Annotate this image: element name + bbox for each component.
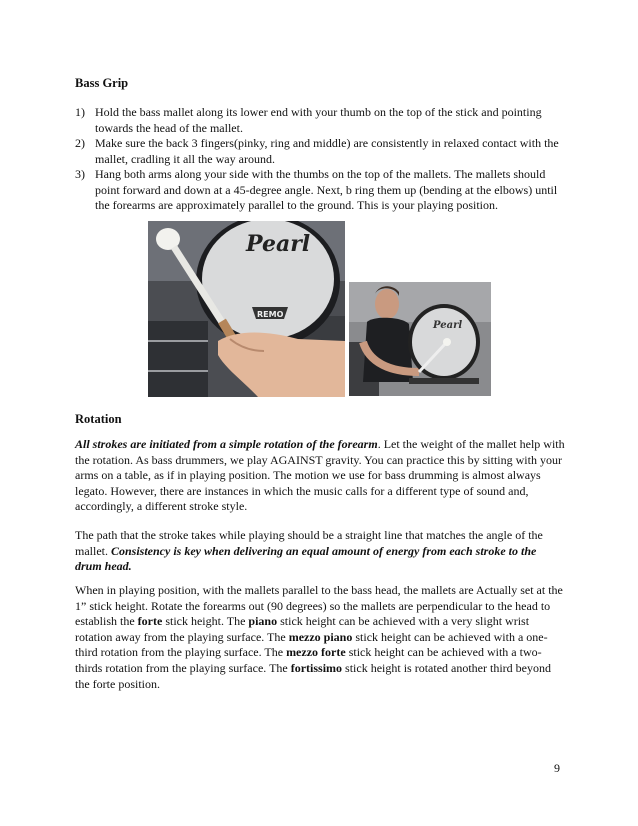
emphasis-text: Consistency is key when delivering an equal amount of energy from each stroke to the drum head. bbox=[75, 543, 537, 574]
dynamic-term: fortissimo bbox=[290, 660, 343, 675]
list-number: 3) bbox=[75, 167, 85, 181]
paragraph-text: . Let the weight of the mallet help with the rotation. As bass drummers, we play AGAINST gravity. You can practice this by sitting with your arms on a table, as if in playing position. The motion we use for bass drumming is almost always legato. However, there are instances in which the music calls for a different type of sound and, accordingly, a different stroke style. bbox=[75, 437, 565, 514]
dynamic-term: mezzo piano bbox=[288, 629, 353, 644]
dynamic-term: forte bbox=[137, 614, 163, 629]
list-text: Make sure the back 3 fingers(pinky, ring and middle) are consistently in relaxed contact with the mallet, cradling it all the way around. bbox=[95, 136, 559, 166]
paragraph-text: stick height is rotated another third beyond the forte position. bbox=[75, 660, 551, 691]
list-text: Hang both arms along your side with the thumbs on the top of the mallets. The mallets should point forward and down at a 45-degree angle. Next, b ring them up (bending at the elbows) until the forearms are approximately parallel to the ground. This is your playing position. bbox=[95, 167, 558, 212]
list-item bbox=[75, 136, 567, 167]
pearl-logo: Pearl bbox=[433, 320, 463, 331]
paragraph-text: When in playing position, with the mallets parallel to the bass head, the mallets are Actually set at the 1” stick height. Rotate the forearms out (90 degrees) so the mallets are perpendicular to the head to establish the bbox=[75, 583, 563, 629]
rotation-paragraph-1 bbox=[75, 437, 565, 515]
page-number: 9 bbox=[554, 761, 560, 775]
rotation-paragraph-3 bbox=[75, 583, 565, 692]
rotation-heading: Rotation bbox=[75, 412, 122, 426]
list-number: 1) bbox=[75, 105, 85, 119]
list-number: 2) bbox=[75, 136, 85, 150]
bass-grip-heading: Bass Grip bbox=[75, 76, 129, 90]
rotation-paragraph-2 bbox=[75, 528, 565, 575]
list-text: Hold the bass mallet along its lower end with your thumb on the top of the stick and pointing towards the head of the mallet. bbox=[95, 105, 542, 135]
dynamic-term: piano bbox=[248, 614, 278, 629]
dynamic-term: mezzo forte bbox=[286, 645, 346, 660]
mallet-grip-photo bbox=[148, 221, 345, 397]
emphasis-text: All strokes are initiated from a simple rotation of the forearm bbox=[75, 437, 378, 451]
paragraph-text: The path that the stroke takes while playing should be a straight line that matches the angle of the mallet. bbox=[75, 528, 543, 558]
remo-logo: REMO bbox=[257, 310, 284, 319]
paragraph-text: stick height. The bbox=[162, 614, 249, 629]
paragraph-text: stick height can be achieved with a very slight wrist rotation away from the playing surface. The bbox=[75, 614, 530, 644]
bass-grip-steps bbox=[75, 105, 567, 214]
paragraph-text: stick height can be achieved with a two-thirds rotation from the playing surface. The bbox=[75, 645, 542, 675]
pearl-logo: Pearl bbox=[246, 231, 311, 257]
list-item bbox=[75, 105, 567, 136]
list-item bbox=[75, 167, 567, 214]
mallet-grip-illustration bbox=[148, 221, 345, 397]
paragraph-text: stick height can be achieved with a one-third rotation from the playing surface. The bbox=[75, 629, 548, 660]
drummer-photo bbox=[349, 282, 491, 396]
drummer-illustration bbox=[349, 282, 491, 396]
